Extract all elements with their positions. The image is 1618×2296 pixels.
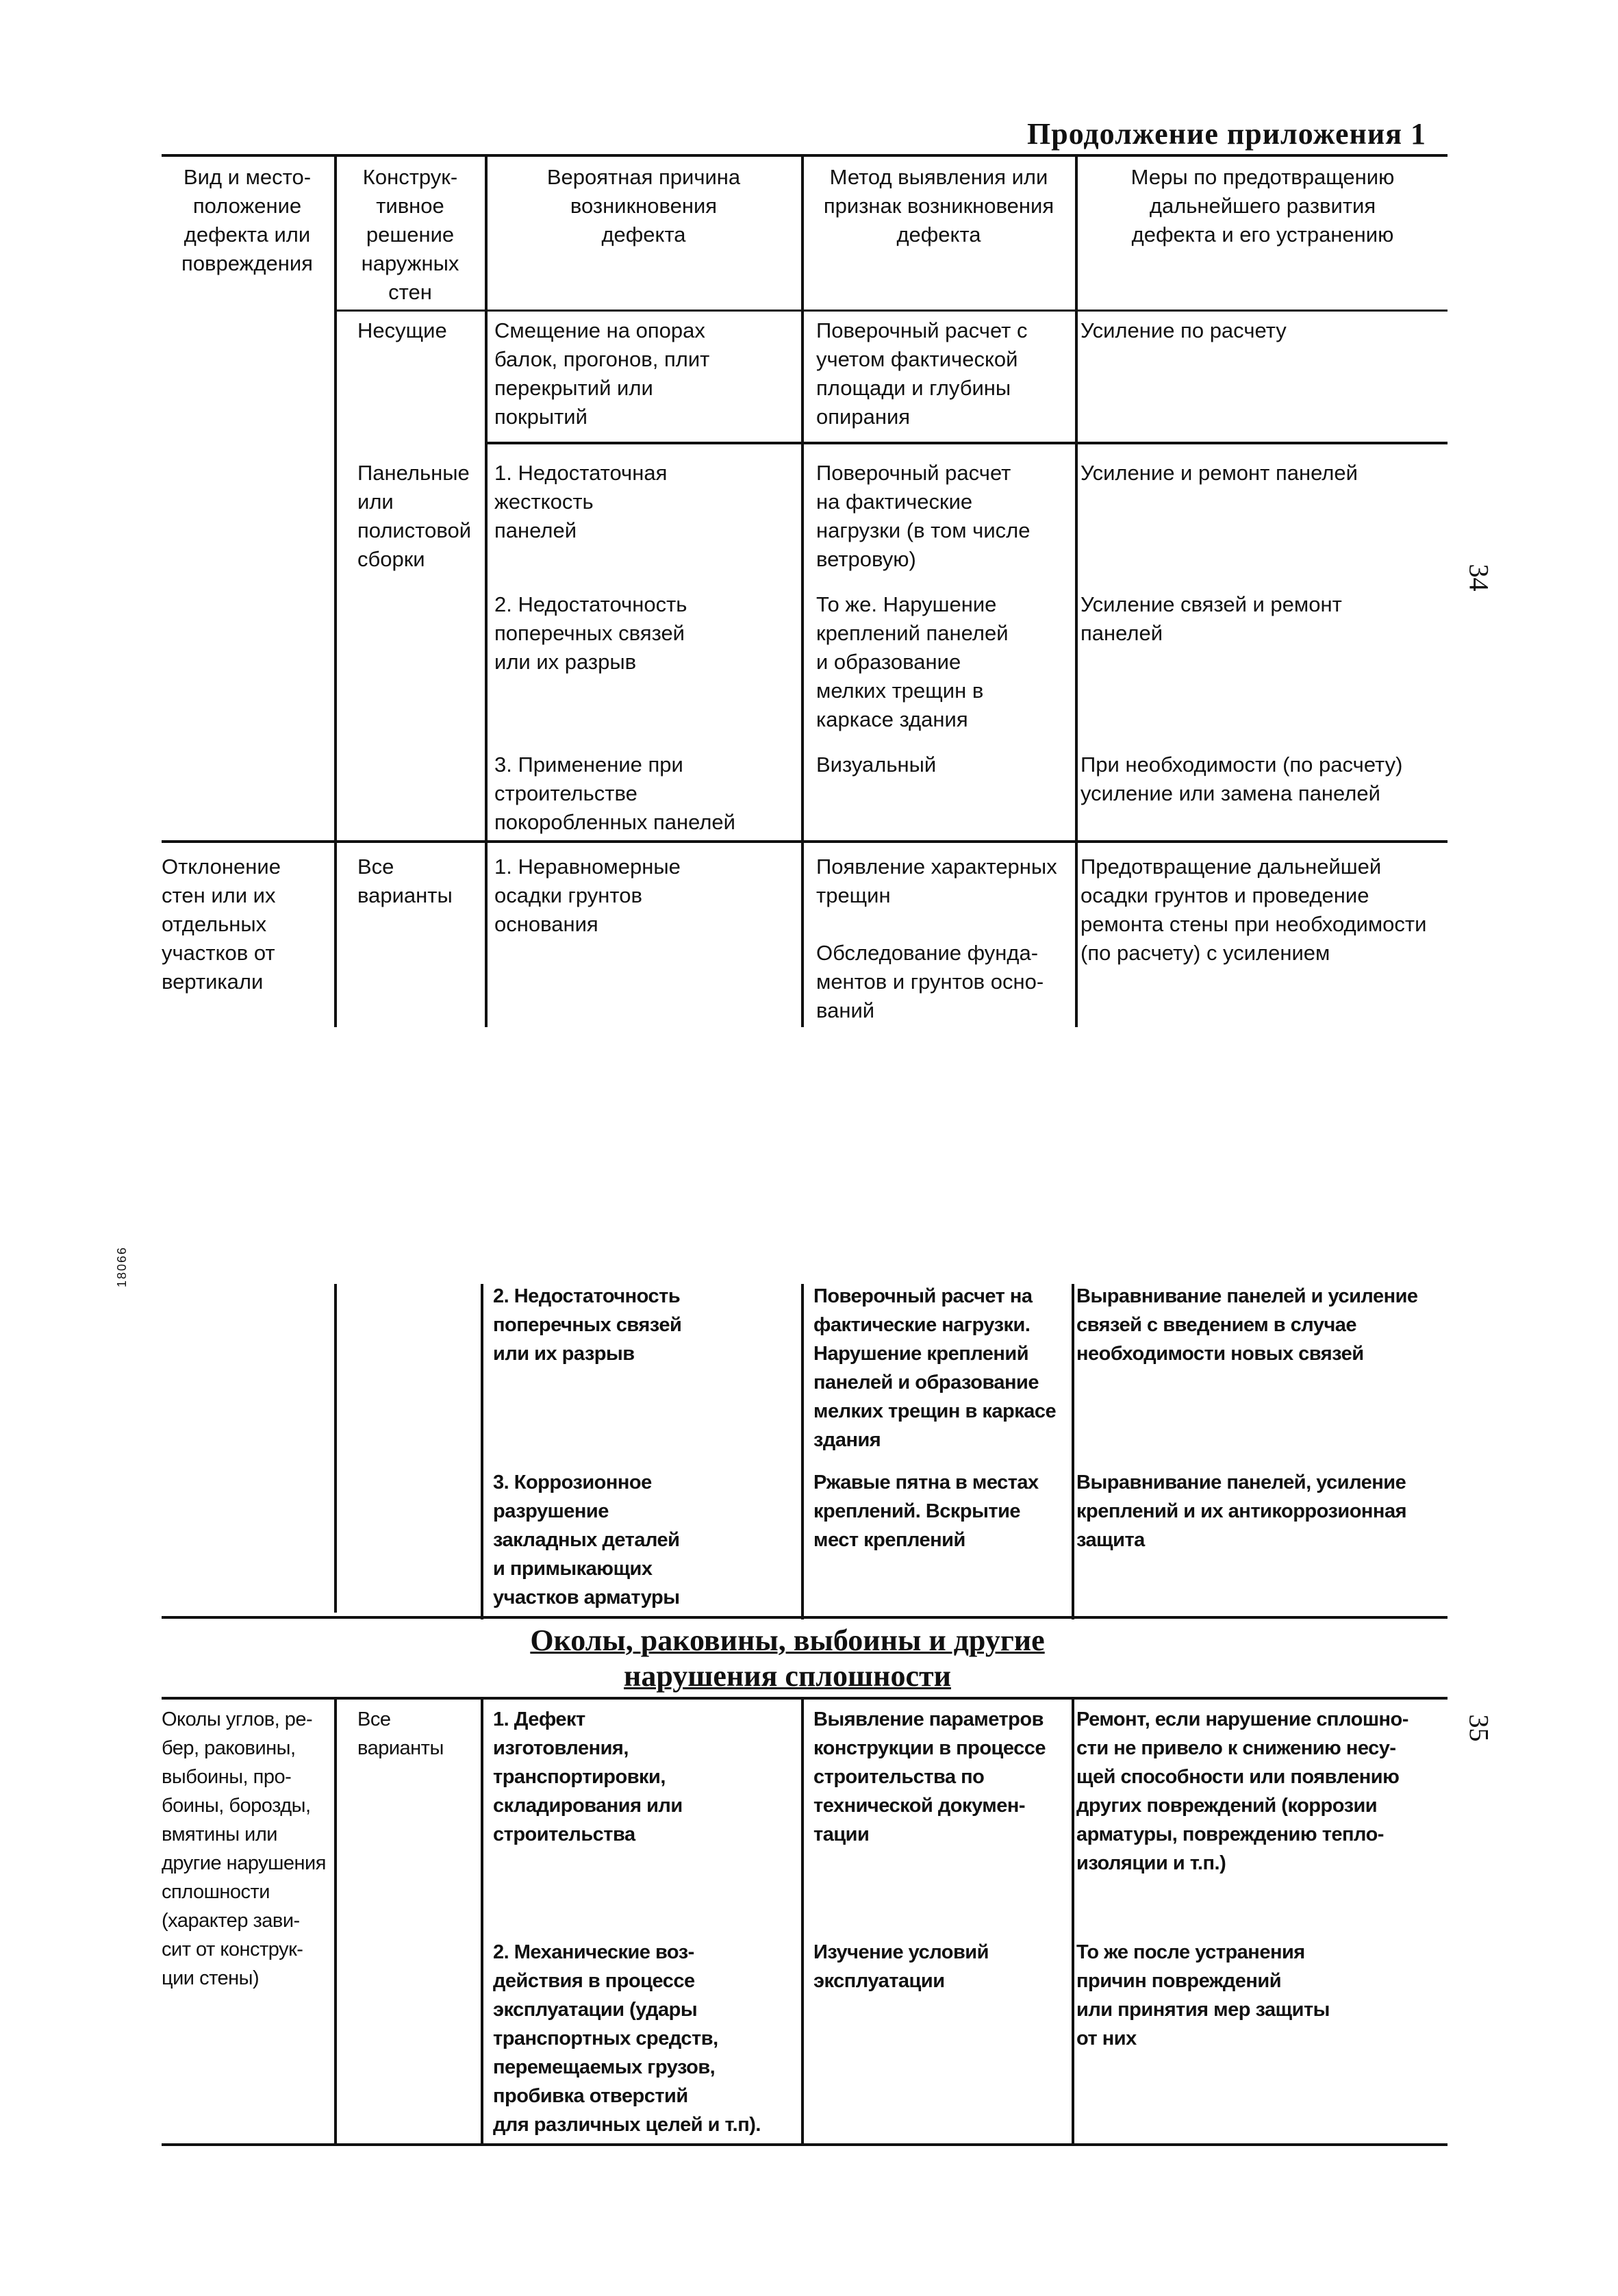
b-col-divider-3 [801, 1284, 804, 1619]
cell-s-all-variants: Все варианты [357, 1708, 444, 1759]
cell-s-repair: Ремонт, если нарушение сплошно- сти не привело к снижению несу- щей способности или появлению других повреждений (коррозии арматуры, повреждению тепло- изоляции и т.п.) [1076, 1708, 1408, 1874]
row-rule-2 [162, 840, 1448, 843]
cell-s-manufacturing-defect: 1. Дефект изготовления, транспортировки, складирования или строительства [493, 1708, 683, 1845]
cell-s-chips: Околы углов, ре- бер, раковины, выбоины, про- боины, борозды, вмятины или другие нарушения сплошности (характер зави- сит от конструк- ции стены) [162, 1708, 326, 1989]
cell-all-variants-1: Все варианты [357, 855, 453, 907]
header-remedial-measures: Меры по предотвращению дальнейшего развития дефекта и его устранению [1130, 165, 1395, 247]
side-code: 18066 [115, 1246, 129, 1287]
s-col-divider-4 [1072, 1700, 1074, 2145]
s-col-divider-2 [481, 1700, 483, 2145]
section-title-line1: Околы, раковины, выбоины и другие [530, 1624, 1045, 1657]
header-defect-type: Вид и место- положение дефекта или повреждения [181, 165, 313, 275]
cell-support-displacement: Смещение на опорах балок, прогонов, плит перекрытий или покрытий [494, 318, 710, 429]
bottom-section-rule [162, 1616, 1448, 1619]
b-col-divider-4 [1072, 1284, 1074, 1619]
cell-s-parameters: Выявление параметров конструкции в процессе строительства по технической докумен- тации [813, 1708, 1046, 1845]
cell-cracks-survey: Появление характерных трещин Обследование фунда- ментов и грунтов осно- ваний [816, 855, 1057, 1022]
s-col-divider-3 [801, 1700, 804, 2145]
header-detection-method: Метод выявления или признак возникновения дефекта [823, 165, 1054, 247]
section-title-rule [162, 1697, 1448, 1700]
cell-s-mechanical: 2. Механические воз- действия в процессе эксплуатации (удары транспортных средств, перемещаемых грузов, пробивка отверстий для различных целей и т.п). [493, 1941, 761, 2136]
section-title [479, 1623, 1096, 1694]
cell-wall-deviation: Отклонение стен или их отдельных участков от вертикали [162, 855, 281, 994]
header-structural-solution: Конструк- тивное решение наружных стен [361, 165, 459, 304]
cell-b-insufficient-ties: 2. Недостаточность поперечных связей или их разрыв [493, 1285, 682, 1365]
cell-verification-calc-1: Поверочный расчет с учетом фактической площади и глубины опирания [816, 318, 1028, 429]
b-col-divider-1 [334, 1284, 337, 1613]
table-bottom-rule [162, 2143, 1448, 2146]
page-header: Продолжение приложения 1 [1027, 117, 1427, 151]
cell-same-fastening: То же. Нарушение креплений панелей и образование мелких трещин в каркасе здания [816, 592, 1009, 731]
cell-b-verification: Поверочный расчет на фактические нагрузки. Нарушение креплений панелей и образование мелких трещин в каркасе здания [813, 1285, 1057, 1451]
page-number-34: 34 [1463, 564, 1495, 592]
page-number-35: 35 [1463, 1714, 1495, 1742]
header-bottom-rule [336, 310, 1448, 312]
cell-b-corrosion: 3. Коррозионное разрушение закладных деталей и примыкающих участков арматуры [493, 1472, 680, 1609]
cell-prevent-settlement: Предотвращение дальнейшей осадки грунтов и проведение ремонта стены при необходимости (по расчету) с усилением [1080, 855, 1427, 965]
cell-insufficient-ties: 2. Недостаточность поперечных связей или их разрыв [494, 592, 687, 674]
cell-b-rust-spots: Ржавые пятна в местах креплений. Вскрытие мест креплений [813, 1472, 1039, 1551]
col-divider-3 [801, 154, 804, 1027]
table-top-rule [162, 154, 1448, 157]
s-col-divider-1 [334, 1700, 337, 2145]
cell-visual: Визуальный [816, 753, 937, 777]
cell-uneven-settlement: 1. Неравномерные осадки грунтов основания [494, 855, 681, 936]
cell-insufficient-stiffness: 1. Недостаточная жесткость панелей [494, 461, 668, 542]
cell-panel-repair: Усиление и ремонт панелей [1080, 461, 1358, 485]
cell-s-operation-study: Изучение условий эксплуатации [813, 1941, 989, 1992]
col-divider-4 [1075, 154, 1078, 1027]
section-title-line2: нарушения сплошности [624, 1659, 951, 1693]
cell-s-same-after: То же после устранения причин повреждений или принятия мер защиты от них [1076, 1941, 1330, 2049]
row-rule-1 [486, 442, 1448, 444]
b-col-divider-2 [481, 1284, 483, 1619]
col-divider-2 [485, 154, 488, 1027]
cell-verification-calc-2: Поверочный расчет на фактические нагрузки (в том числе ветровую) [816, 461, 1031, 571]
cell-strengthening-calc: Усиление по расчету [1080, 318, 1287, 342]
cell-b-anticorrosion: Выравнивание панелей, усиление креплений и их антикоррозионная защита [1076, 1472, 1406, 1551]
cell-warped-panels: 3. Применение при строительстве покоробленных панелей [494, 753, 735, 834]
cell-replace-panels: При необходимости (по расчету) усиление или замена панелей [1080, 753, 1403, 805]
cell-b-alignment: Выравнивание панелей и усиление связей с введением в случае необходимости новых связей [1076, 1285, 1418, 1365]
cell-load-bearing: Несущие [357, 318, 447, 342]
cell-panel-assembly: Панельные или полистовой сборки [357, 461, 472, 571]
header-probable-cause: Вероятная причина возникновения дефекта [546, 165, 741, 247]
cell-tie-strengthening: Усиление связей и ремонт панелей [1080, 592, 1342, 645]
